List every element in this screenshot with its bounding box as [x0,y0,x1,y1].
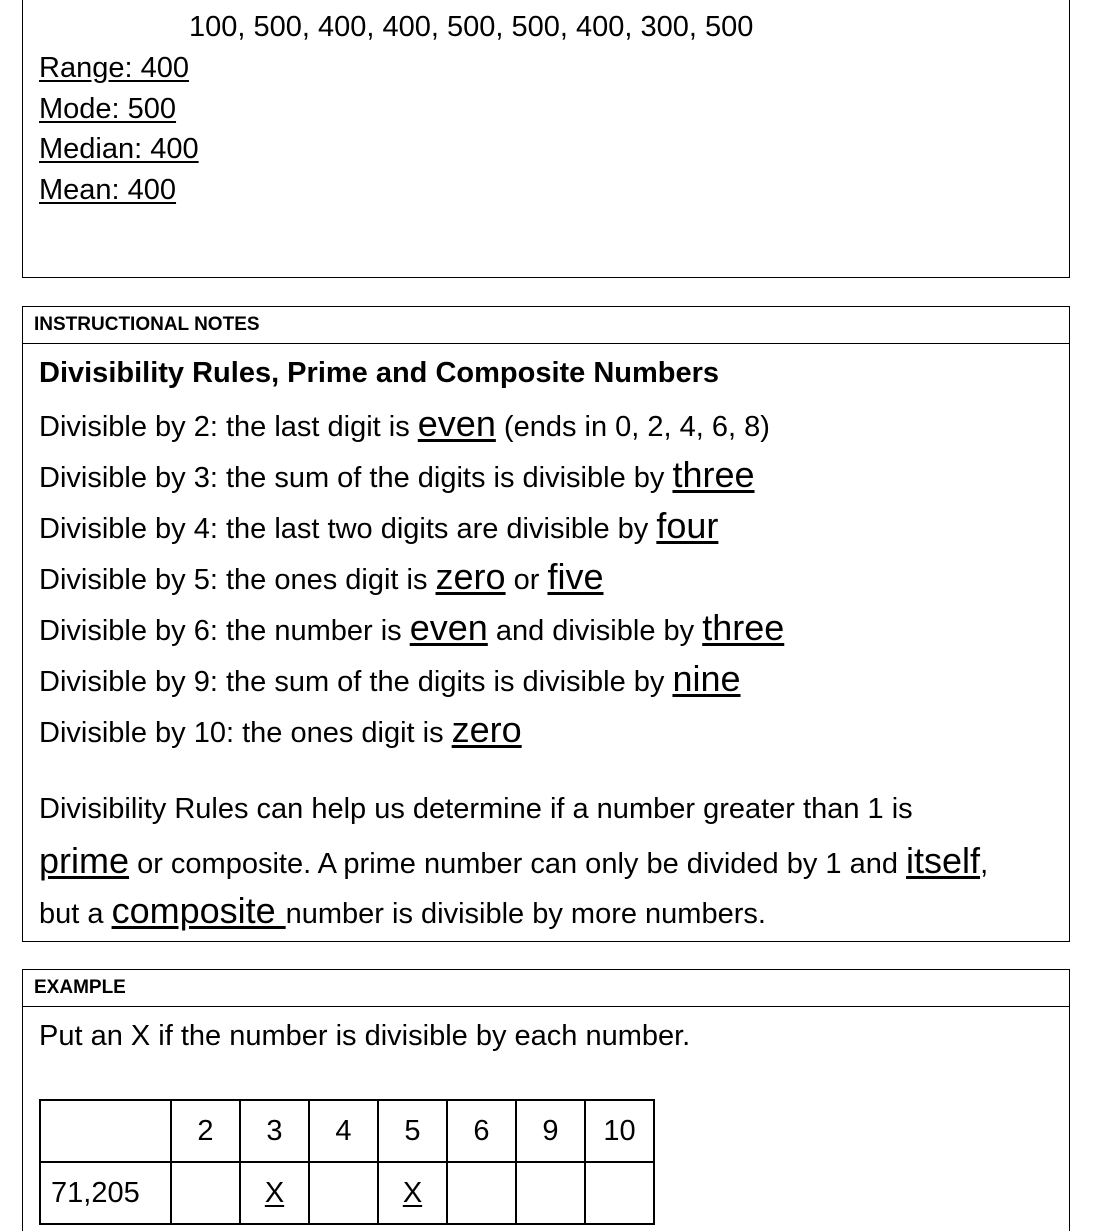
table-corner-cell [40,1100,171,1162]
rule-text: Divisible by 4: the last two digits are divisible by [39,513,657,545]
rule-text: Divisible by 2: the last digit is [39,411,418,443]
paragraph-text: or composite. A prime number can only be divided by 1 and [129,848,907,880]
prime-paragraph-line-1: Divisibility Rules can help us determine if a number greater than 1 is [39,793,913,825]
rule-text: Divisible by 9: the sum of the digits is divisible by [39,666,673,698]
prime-paragraph-line-3 [39,890,766,932]
data-set-values: 100, 500, 400, 400, 500, 500, 400, 300, 500 [189,11,754,43]
column-header: 9 [516,1100,585,1162]
itself-answer: itself [906,840,981,881]
column-header: 10 [585,1100,654,1162]
divisibility-table [39,1099,655,1225]
column-header: 2 [171,1100,240,1162]
mode-answer: Mode: 500 [39,93,177,125]
column-header: 3 [240,1100,309,1162]
rule-2 [39,403,770,445]
column-header: 5 [378,1100,447,1162]
table-cell [516,1162,585,1224]
rule-text: Divisible by 10: the ones digit is [39,717,452,749]
table-cell: X [378,1162,447,1224]
column-header: 6 [447,1100,516,1162]
instructional-notes-box [22,306,1070,942]
rule-text: and divisible by [487,615,703,647]
rule-answer: five [547,556,604,597]
rule-answer: three [672,454,755,495]
column-header: 4 [309,1100,378,1162]
composite-answer: composite [111,890,286,931]
rule-text: or [505,564,548,596]
prime-paragraph-line-2 [39,840,988,882]
rule-answer: zero [451,709,522,750]
example-box [22,969,1070,1231]
statistics-answer-box [22,0,1070,278]
table-cell: X [240,1162,309,1224]
rule-text: Divisible by 3: the sum of the digits is divisible by [39,462,673,494]
rule-answer: three [702,607,785,648]
table-cell [309,1162,378,1224]
rule-6 [39,607,784,649]
paragraph-text: , [980,848,989,880]
section-header: INSTRUCTIONAL NOTES [23,307,1069,344]
notes-title: Divisibility Rules, Prime and Composite Numbers [39,357,720,389]
range-answer: Range: 400 [39,52,189,84]
rule-answer: zero [435,556,506,597]
median-answer: Median: 400 [39,133,199,165]
rule-answer: nine [672,658,741,699]
rule-text: Divisible by 6: the number is [39,615,410,647]
mean-answer: Mean: 400 [39,174,177,206]
table-cell [585,1162,654,1224]
rule-10 [39,709,522,751]
table-cell [171,1162,240,1224]
rule-3 [39,454,755,496]
rule-answer: four [656,505,719,546]
row-number: 71,205 [40,1162,171,1224]
paragraph-text: number is divisible by more numbers. [285,898,766,930]
rule-9 [39,658,741,700]
rule-text: Divisible by 5: the ones digit is [39,564,436,596]
paragraph-text: but a [39,898,112,930]
rule-text: (ends in 0, 2, 4, 6, 8) [495,411,770,443]
prime-answer: prime [39,840,130,881]
rule-answer: even [417,403,496,444]
rule-5 [39,556,604,598]
table-header-row [40,1100,654,1162]
table-row [40,1162,654,1224]
rule-4 [39,505,718,547]
section-header: EXAMPLE [23,970,1069,1007]
example-instruction: Put an X if the number is divisible by each number. [39,1020,691,1052]
rule-answer: even [409,607,488,648]
table-cell [447,1162,516,1224]
